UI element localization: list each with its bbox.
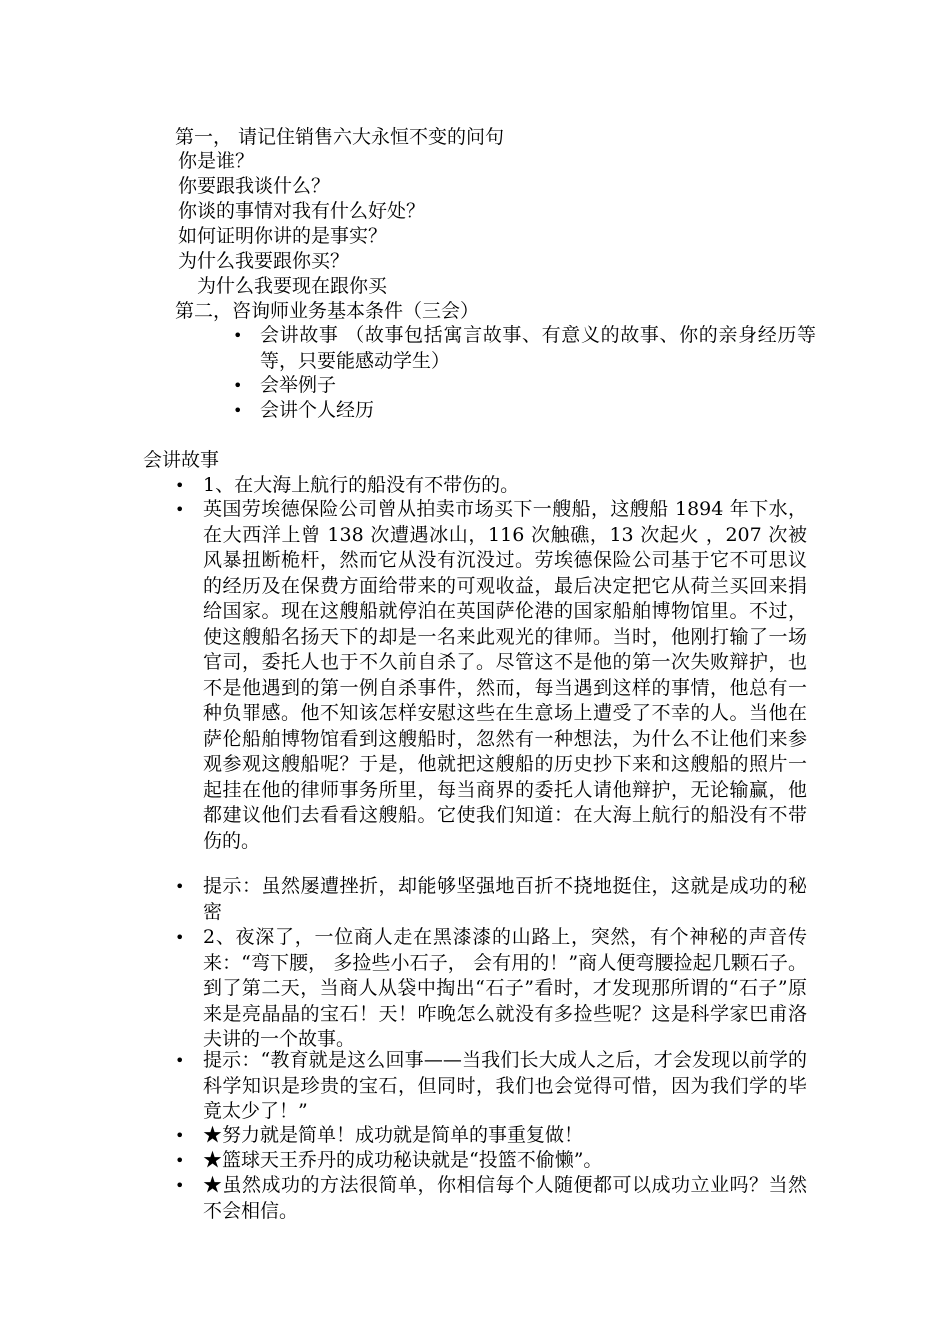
bullet-icon: • <box>233 401 243 420</box>
story-item-1: 1、在大海上航行的船没有不带伤的。 <box>203 474 520 496</box>
story-item-3: 提示：虽然屡遭挫折，却能够坚强地百折不挠地挺住，这就是成功的秘密 <box>203 875 807 923</box>
bullet-icon: • <box>175 928 185 947</box>
story-item-5: 提示：“教育就是这么回事——当我们长大成人之后，才会发现以前学的科学知识是珍贵的宝石，但同时，我们也会觉得可惜，因为我们学的毕竟太少了！” <box>203 1049 807 1122</box>
storytelling-heading: 会讲故事 <box>143 449 220 471</box>
bullet-icon: • <box>233 326 243 345</box>
section2-item-1: 会讲故事 （故事包括寓言故事、有意义的故事、你的亲身经历等等，只要能感动学生） <box>260 324 816 372</box>
bullet-icon: • <box>175 1151 185 1170</box>
story-item-2: 英国劳埃德保险公司曾从拍卖市场买下一艘船，这艘船 1894 年下水，在大西洋上曾 138 次遭遇冰山，116 次触礁，13 次起火 ，207 次被风暴扭断桅杆，然而它从没有沉没过。劳埃德保险公司基于它不可思议的经历及在保费方面给带来的可观收益，最后决定把它从荷兰买回来捐给国家。现在这艘船就停泊在英国萨伦港的国家船舶博物馆里。不过，使这艘船名扬天下的却是一名来此观光的律师。当时，他刚打输了一场官司，委托人也于不久前自杀了。尽管这不是他的第一次失败辩护，也不是他遇到的第一例自杀事件，然而，每当遇到这样的事情，他总有一种负罪感。他不知该怎样安慰这些在生意场上遭受了不幸的人。当他在萨伦船舶博物馆看到这艘船时，忽然有一种想法，为什么不让他们来参观参观这艘船呢？于是，他就把这艘船的历史抄下来和这艘船的照片一起挂在他的律师事务所里，每当商界的委托人请他辩护，无论输赢，他都建议他们去看看这艘船。它使我们知道：在大海上航行的船没有不带伤的。 <box>203 498 807 852</box>
bullet-icon: • <box>175 500 185 519</box>
bullet-icon: • <box>175 1126 185 1145</box>
section2-item-2: 会举例子 <box>260 374 337 396</box>
bullet-icon: • <box>175 1051 185 1070</box>
bullet-icon: • <box>175 877 185 896</box>
question-4: 如何证明你讲的是事实？ <box>178 225 388 247</box>
bullet-icon: • <box>175 1176 185 1195</box>
question-6: 为什么我要现在跟你买 <box>197 275 388 297</box>
question-1: 你是谁？ <box>178 150 255 172</box>
section2-item-3: 会讲个人经历 <box>260 399 375 421</box>
story-item-8: ★虽然成功的方法很简单，你相信每个人随便都可以成功立业吗？当然不会相信。 <box>203 1174 807 1222</box>
section1-title: 第一， 请记住销售六大永恒不变的问句 <box>175 126 505 148</box>
question-3: 你谈的事情对我有什么好处？ <box>178 200 426 222</box>
section2-title: 第二，咨询师业务基本条件（三会） <box>175 300 480 322</box>
question-2: 你要跟我谈什么？ <box>178 175 331 197</box>
story-item-4: 2、夜深了，一位商人走在黑漆漆的山路上，突然，有个神秘的声音传来：“弯下腰， 多捡些小石子， 会有用的！”商人便弯腰捡起几颗石子。到了第二天，当商人从袋中掏出“石子”看时，才发现那所谓的“石子”原来是亮晶晶的宝石！天！咋晚怎么就没有多捡些呢？这是科学家巴甫洛夫讲的一个故事。 <box>203 926 807 1050</box>
question-5: 为什么我要跟你买？ <box>178 250 350 272</box>
bullet-icon: • <box>233 376 243 395</box>
story-item-6: ★努力就是简单！成功就是简单的事重复做！ <box>203 1124 584 1146</box>
story-item-7: ★篮球天王乔丹的成功秘诀就是“投篮不偷懒”。 <box>203 1149 603 1171</box>
bullet-icon: • <box>175 476 185 495</box>
